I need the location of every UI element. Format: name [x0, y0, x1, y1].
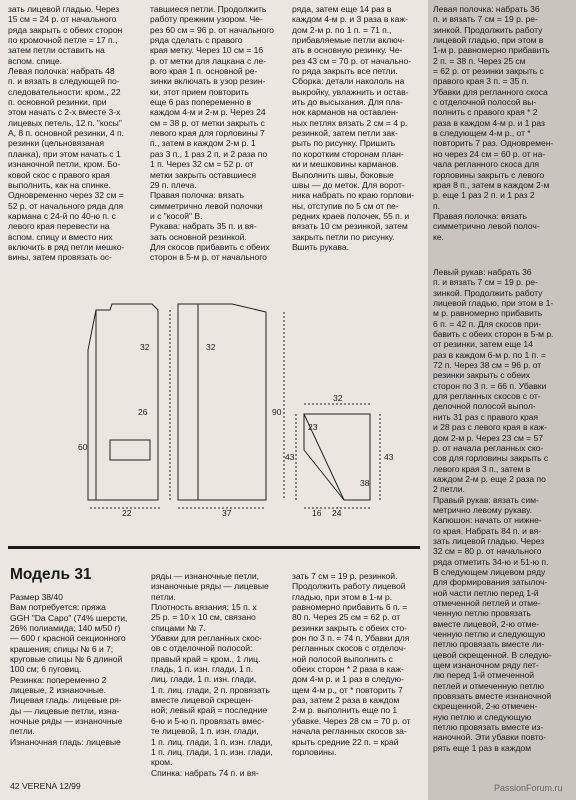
- bottom-text-col2: ряды — изнаночные петли, изнаночные ряды — лицевые петли. Плотность вязания: 15 п. х 25 р. = 10 х 10 см, связано спицами № 7. Убавки для регланных скос- ов с отделочной полосой: правый край = кром., 1 лиц. гладь, 1 п. изн. глади, 1 п. лиц. глади, 1 п. изн. глади, 1 п. лиц. глади, 2 п. провязать вместе лицевой скрещен- ной; левый край = последние 6-ю и 5-ю п. провязать вмес- те лицевой, 1 п. изн. глади, 1 п. лиц. глади, 1 п. изн. глади, 1 п. лиц. глади, 1 п. изн. глади, кром. Спинка: набрать 74 п. и вя-: [151, 571, 273, 778]
- dim-24: 24: [332, 508, 342, 518]
- top-text-col4: Левая полочка: набрать 36 п. и вязать 7 см = 19 р. ре- зинкой. Продолжить работу лицевой гладью, при этом в 1-м р. равномерно прибавить 2 п. = 38 п. Через 25 см = 62 р. от резинки закрыть с правого края 3 п. = 35 п. Убавки для регланного скоса с отделочной полосой вы- полнить с правого края * 2 раза в каждом 4-м р. и 1 раз в следующем 4-м р., от * повторить 7 раз. Одновремен- но через 24 см = 60 р. от на- чала регланного скоса для горловины закрыть с левого края 8 п., затем в каждом 2-м р. еще 1 раз 2 п. и 1 раз 2 п. Правая полочка: вязать симметрично левой полоч- ке.: [433, 4, 554, 242]
- dim-22: 22: [122, 508, 132, 518]
- dim-32a: 32: [140, 342, 150, 352]
- bottom-text-col1: Размер 38/40 Вам потребуется: пряжа GGH "Da Capo" (74% шерсти, 26% полиамида; 140 м/50 г) — 600 г красной секционного крашения; спицы № 6 и 7; круговые спицы № 6 длиной 100 см; 6 пуговиц. Резинка: попеременно 2 лицевые, 2 изнаночные. Лицевая гладь: лицевые ря- ды — лицевые петли, изна- ночные ряды — изнаночные петли. Изнаночная гладь: лицевые: [10, 592, 128, 747]
- top-text-col1: зать лицевой гладью. Через 15 см = 24 р. от начального ряда закрыть с обеих сторон по кромочной петле = 17 п., затем петли оставить на вспом. спице. Левая полочка: набрать 48 п. и вязать в следующей по- следовательности: кром., 22 п. основной резинки, при этом начать с 2-х вместе 3-х лицевых петель, 12 п. "косы" А, 8 п. основной резинки, 4 п. резинки (цельновязаная планка), при этом начать с 1 изнаночной петли, кром. Бо- ковой скос с правого края выполнить, как на спинке. Одновременно через 32 см = 52 р. от начального ряда для кармана с 24-й по 40-ю п. с левого края перевести на вспом. спицу и вместо них включить в ряд петли мешко- вины, затем провязать ос-: [8, 4, 125, 263]
- pattern-schematic: [0, 290, 428, 550]
- dim-32b: 32: [206, 342, 216, 352]
- dim-38: 38: [360, 478, 370, 488]
- page-footer: 42 VERENA 12/99: [10, 781, 81, 791]
- dim-26: 26: [138, 407, 148, 417]
- dim-60: 60: [78, 442, 88, 452]
- model-title: Модель 31: [10, 566, 92, 583]
- dim-16: 16: [312, 508, 322, 518]
- dim-23: 23: [308, 422, 318, 432]
- dim-37: 37: [222, 508, 232, 518]
- dim-32-sleeve: 32: [333, 393, 343, 403]
- top-text-col2: тавшиеся петли. Продолжить работу прежним узором. Че- рез 60 см = 96 р. от начального ряда сделать с правого края метку. Через 10 см = 16 р. от метки для лацкана с ле- вого края 1 п. основной ре- зинки включать в узор резин- ки, этот прием повторить еще 6 раз попеременно в каждом 4-м и 2-м р. Через 24 см = 38 р. от метки закрыть с левого края для горловины 7 п., затем в каждом 2-м р. 1 раз 3 п., 1 раз 2 п. и 2 раза по 1 п. Через 32 см = 52 р. от метки закрыть оставшиеся 29 п. плеча. Правая полочка: вязать симметрично левой полочки и с "косой" В. Рукава: набрать 35 п. и вя- зать основной резинкой. Для скосов прибавить с обеих сторон в 5-м р. от начального: [150, 4, 274, 263]
- bottom-text-col3: зать 7 см = 19 р. резинкой. Продолжить работу лицевой гладью, при этом в 1-м р. равномерно прибавить 6 п. = 80 п. Через 25 см = 62 р. от резинки закрыть с обеих сто- рон по 3 п. = 74 п. Убавки для регланных скосов с отделоч- ной полосой выполнить с обеих сторон * 2 раза в каж- дом 4-м р. и 1 раз в следую- щем 4-м р., от * повторить 7 раз, затем 2 раза в каждом 2-м р. выполнить еще по 1 убавке. Через 28 см = 70 р. от начала регланных скосов за- крыть средние 22 п. = край горловины.: [292, 571, 411, 757]
- watermark: PassionForum.ru: [494, 783, 563, 793]
- top-text-col3: ряда, затем еще 14 раз в каждом 4-м р. и 3 раза в каж- дом 2-м р. по 1 п. = 71 п., прибавляемые петли включ- ать в основную резинку. Че- рез 43 см = 70 р. от начально- го ряда закрыть все петли. Сборка: детали накололь на выкройку, увлажнить и остав- ить до высыхания. Для пла- нок карманов на оставлен- ных петлях вязать 2 см = 4 р. резинкой, затем петли зак- рыть по рисунку. Пришить по коротким сторонам план- ки и мешковины карманов. Выполнить швы, боковые швы — до меток. Для ворот- ника набрать по краю горлови- ны, отступив по 5 см от пе- редних краев полочек, 55 п. и вязать 10 см резинкой, затем закрыть петли по рисунку. Вшить рукава.: [292, 4, 415, 252]
- dim-43a: 43: [285, 452, 295, 462]
- dim-90: 90: [272, 407, 282, 417]
- dim-43b: 43: [384, 452, 394, 462]
- bottom-text-col4: Левый рукав: набрать 36 п. и вязать 7 см = 19 р. ре- зинкой. Продолжить работу лицевой гладью, при этом в 1- м р. равномерно прибавить 6 п. = 42 п. Для скосов при- бавить с обеих сторон в 5-м р. от резинки, затем еще 14 раз в каждом 6-м р. по 1 п. = 72 п. Через 38 см = 96 р. от резинки закрыть с обеих сторон по 3 п. = 66 п. Убавки для регланных скосов с от- делочной полосой выпол- нить 31 раз с правого края и 28 раз с левого края в каж- дом 2-м р. Через 23 см = 57 р. от начала регланных ско- сов для горловины закрыть с левого края 3 п., затем в каждом 2-м р. еще 2 раза по 2 петли. Правый рукав: вязать сим- метрично левому рукаву. Капюшон: начать от нижне- го края. Набрать 84 п. и вя- зать лицевой гладью. Через 32 см = 80 р. от начального ряда отметить 34-ю и 51-ю п. В следующем лицевом ряду для формирования затылоч- ной части петлю перед 1-й отмеченной петлей и отме- ченную петлю провязать вместе лицевой, 2-ю отме- ченную петлю и следующую петлю провязать вместе ли- цевой скрещенной. В следую- щем изнаночном ряду пет- лю перед 1-й отмеченной петлей и отмеченную петлю провязать вместе изнаночной скрещенной, 2-ю отмечен- ную петлю и следующую петлю провязать вместе из- наночной. Эти убавки повто- рять еще 1 раз в каждом: [433, 267, 554, 753]
